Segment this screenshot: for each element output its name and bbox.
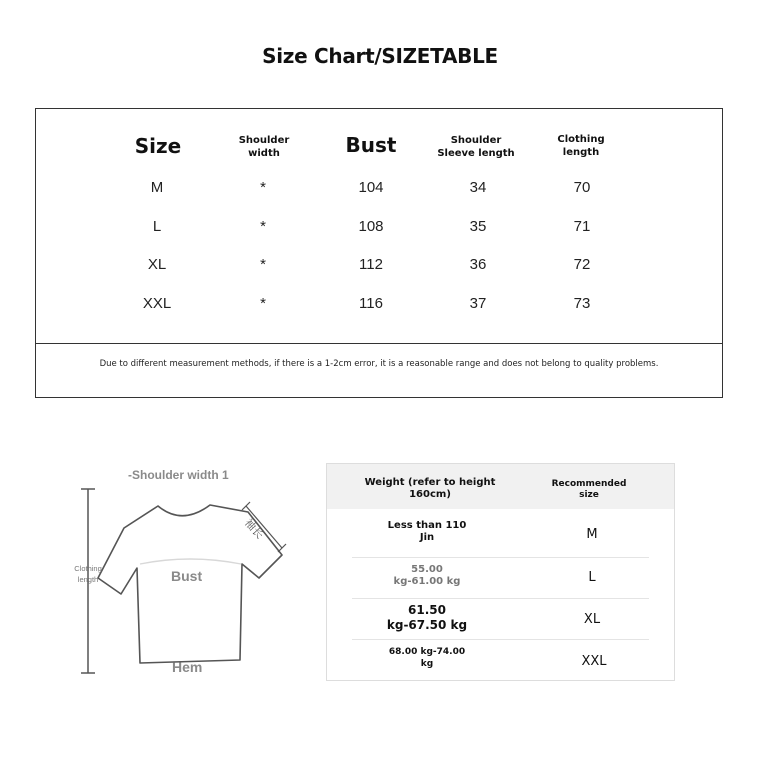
weight-range — [394, 564, 461, 588]
row-separator — [352, 598, 649, 599]
cell-sleeve: 37 — [469, 295, 487, 312]
cell-sleeve: 34 — [469, 179, 487, 196]
hem-label: Hem — [172, 659, 203, 675]
cell-length: 73 — [573, 295, 591, 312]
weight-line2: Jin — [419, 532, 435, 543]
recommended-size: XXL — [581, 654, 607, 669]
cell-shoulder: * — [260, 295, 266, 312]
header-recommended-size-line1: Recommended — [551, 479, 627, 489]
recommended-size: M — [586, 527, 598, 542]
header-shoulder-sleeve — [437, 134, 514, 160]
weight-line1: Less than 110 — [387, 520, 467, 531]
table-divider — [36, 343, 722, 344]
tshirt-diagram — [60, 460, 310, 690]
size-table — [35, 108, 723, 398]
cell-bust: 104 — [358, 179, 384, 196]
page-title: Size Chart/SIZETABLE — [262, 44, 498, 68]
weight-line1: 61.50 — [408, 603, 446, 617]
weight-line2: kg-67.50 kg — [386, 618, 468, 632]
header-recommended-size-line2: size — [579, 490, 599, 500]
header-shoulder-sleeve-line1: Shoulder — [450, 135, 502, 146]
cell-bust: 108 — [358, 218, 384, 235]
row-separator — [352, 639, 649, 640]
cell-size: XXL — [142, 295, 172, 312]
cell-length: 71 — [573, 218, 591, 235]
header-shoulder-width-line1: Shoulder — [238, 135, 290, 146]
header-clothing-length-line2: length — [562, 147, 600, 158]
clothing-length-label — [65, 563, 111, 585]
header-clothing-length-line1: Clothing — [557, 134, 605, 145]
header-shoulder-sleeve-line2: Sleeve length — [437, 148, 515, 159]
weight-range — [388, 520, 467, 544]
size-recommendation-table — [326, 463, 675, 681]
weight-line2: kg-61.00 kg — [393, 576, 461, 587]
cell-bust: 112 — [359, 256, 383, 273]
weight-line1: 68.00 kg-74.00 — [388, 647, 466, 657]
cell-length: 72 — [573, 256, 591, 273]
weight-line1: 55.00 — [411, 564, 443, 575]
recommended-size: L — [588, 570, 596, 585]
header-weight-line1: Weight (refer to height — [364, 477, 496, 488]
header-weight-line2: 160cm) — [409, 489, 451, 500]
cell-shoulder: * — [260, 218, 266, 235]
cell-sleeve: 35 — [469, 218, 487, 235]
row-separator — [352, 557, 649, 558]
cell-shoulder: * — [260, 256, 266, 273]
shoulder-width-label: -Shoulder width 1 — [128, 468, 229, 482]
sleeve-length-label: 袖长 — [241, 516, 267, 542]
header-clothing-length — [557, 133, 604, 159]
header-shoulder-width-line2: width — [248, 148, 280, 159]
weight-line2: kg — [420, 659, 434, 669]
cell-size: M — [150, 179, 164, 196]
clothing-length-line2: length — [77, 575, 99, 584]
cell-size: L — [152, 218, 162, 235]
cell-bust: 116 — [359, 295, 383, 312]
cell-length: 70 — [573, 179, 591, 196]
bust-label: Bust — [171, 568, 203, 584]
measurement-note: Due to different measurement methods, if there is a 1-2cm error, it is a reasonable range and does not belong to quality problems. — [99, 359, 659, 369]
cell-shoulder: * — [260, 179, 266, 196]
header-size: Size — [134, 134, 182, 158]
header-weight — [365, 477, 496, 501]
clothing-length-line1: Clothing — [74, 564, 102, 573]
cell-sleeve: 36 — [469, 256, 487, 273]
header-shoulder-width — [239, 134, 290, 160]
weight-range — [389, 646, 465, 670]
header-recommended-size — [552, 479, 627, 501]
header-bust: Bust — [345, 133, 397, 157]
cell-size: XL — [147, 256, 167, 273]
weight-range — [387, 603, 467, 633]
recommended-size: XL — [583, 612, 601, 627]
